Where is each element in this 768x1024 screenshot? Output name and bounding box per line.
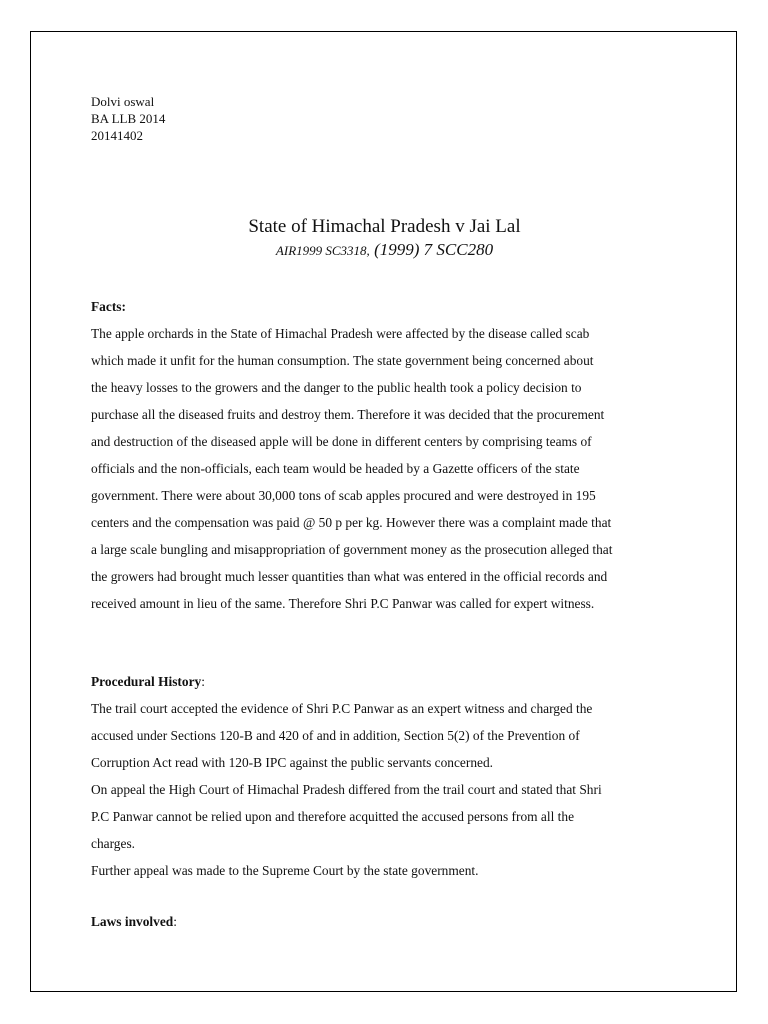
facts-line: centers and the compensation was paid @ 50 p per kg. However there was a complaint made that (91, 515, 612, 530)
facts-line: and destruction of the diseased apple will be done in different centers by comprising teams of (91, 434, 592, 449)
case-title: State of Himachal Pradesh v Jai Lal (248, 216, 521, 237)
author-name: Dolvi oswal (91, 94, 155, 109)
procedural-history-heading-row (91, 668, 691, 695)
procedural-history-line: P.C Panwar cannot be relied upon and therefore acquitted the accused persons from all the (91, 809, 575, 824)
laws-involved-section (91, 908, 691, 935)
procedural-history-line: charges. (91, 836, 135, 851)
facts-section (91, 293, 691, 617)
author-id: 20141402 (91, 128, 143, 143)
author-block (91, 93, 165, 144)
procedural-history-heading: Procedural History (91, 674, 202, 689)
procedural-history-section (91, 668, 691, 884)
procedural-history-line: The trail court accepted the evidence of Shri P.C Panwar as an expert witness and charged the (91, 701, 593, 716)
document-page (30, 31, 737, 992)
facts-line: the growers had brought much lesser quantities than what was entered in the official records and (91, 569, 608, 584)
facts-line: which made it unfit for the human consumption. The state government being concerned about (91, 353, 594, 368)
facts-line: government. There were about 30,000 tons of scab apples procured and were destroyed in 195 (91, 488, 596, 503)
laws-involved-heading-row (91, 908, 691, 935)
facts-line: received amount in lieu of the same. Therefore Shri P.C Panwar was called for expert witness. (91, 596, 595, 611)
laws-involved-colon: : (173, 914, 177, 929)
case-header (31, 215, 738, 262)
procedural-history-line: On appeal the High Court of Himachal Pradesh differed from the trail court and stated that Shri (91, 782, 602, 797)
laws-involved-heading: Laws involved (91, 914, 174, 929)
case-citation (31, 239, 738, 262)
procedural-history-line: Further appeal was made to the Supreme Court by the state government. (91, 863, 479, 878)
facts-heading: Facts: (91, 299, 126, 314)
citation-scc: (1999) 7 SCC280 (369, 240, 494, 259)
facts-line: a large scale bungling and misappropriation of government money as the prosecution alleged that (91, 542, 613, 557)
author-course: BA LLB 2014 (91, 111, 166, 126)
citation-air: AIR1999 SC3318, (275, 243, 370, 258)
facts-line: the heavy losses to the growers and the danger to the public health took a policy decision to (91, 380, 582, 395)
facts-line: officials and the non-officials, each team would be headed by a Gazette officers of the state (91, 461, 580, 476)
facts-line: The apple orchards in the State of Himachal Pradesh were affected by the disease called scab (91, 326, 590, 341)
procedural-history-colon: : (201, 674, 205, 689)
facts-line: purchase all the diseased fruits and destroy them. Therefore it was decided that the procurement (91, 407, 605, 422)
procedural-history-line: accused under Sections 120-B and 420 of and in addition, Section 5(2) of the Prevention of (91, 728, 580, 743)
procedural-history-line: Corruption Act read with 120-B IPC against the public servants concerned. (91, 755, 493, 770)
